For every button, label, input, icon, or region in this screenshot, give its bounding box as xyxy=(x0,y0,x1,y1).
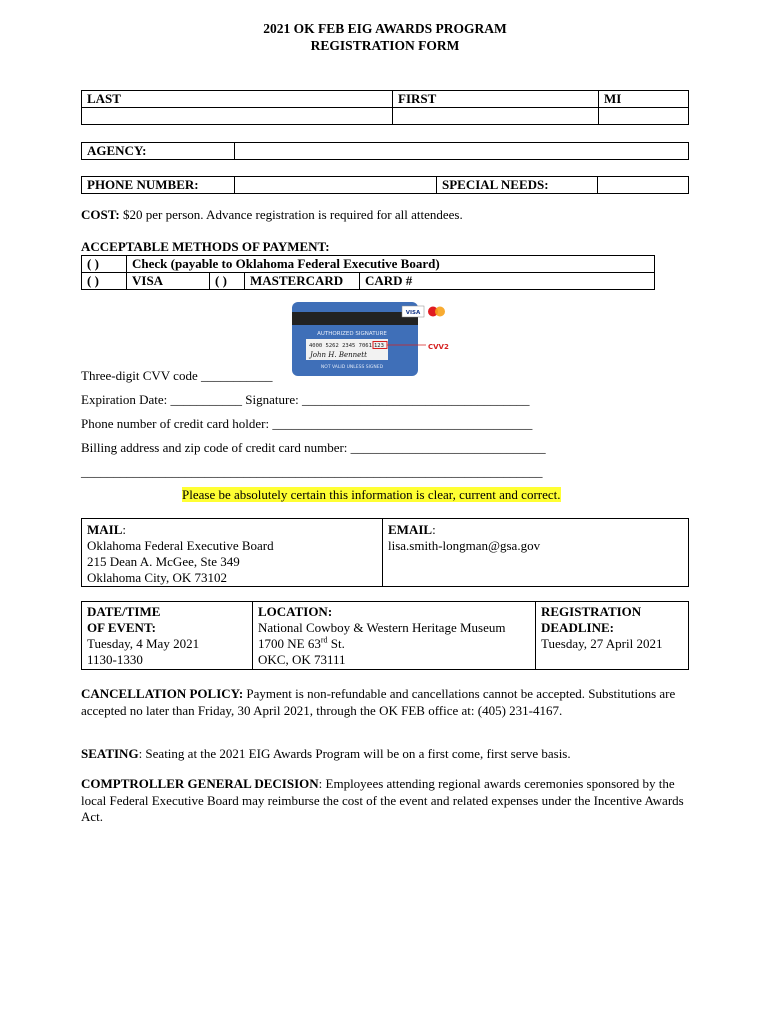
first-name-field[interactable] xyxy=(393,108,599,125)
deadline-label1: REGISTRATION xyxy=(541,604,642,619)
cvv2-label: CVV2 xyxy=(428,343,449,351)
seating-text: : Seating at the 2021 EIG Awards Program will be on a first come, first serve basis. xyxy=(138,746,571,761)
comptroller-label: COMPTROLLER GENERAL DECISION xyxy=(81,776,319,791)
event-time: 1130-1330 xyxy=(87,652,143,667)
contact-table xyxy=(81,518,689,587)
mastercard-option: MASTERCARD xyxy=(245,273,360,290)
address-number: 1700 NE 63 xyxy=(258,636,321,651)
location-address xyxy=(258,636,345,651)
card-number-field[interactable]: CARD # xyxy=(360,273,655,290)
event-date: Tuesday, 4 May 2021 xyxy=(87,636,200,651)
mail-label: MAIL xyxy=(87,522,123,537)
agency-label: AGENCY: xyxy=(82,143,235,160)
deadline-label2: DEADLINE: xyxy=(541,620,614,635)
payment-table xyxy=(81,255,655,290)
location-name: National Cowboy & Western Heritage Museum xyxy=(258,620,506,635)
deadline-cell xyxy=(536,602,689,670)
datetime-label2: OF EVENT: xyxy=(87,620,156,635)
special-needs-field[interactable] xyxy=(598,177,689,194)
address-suffix: rd xyxy=(320,635,328,645)
card-magstripe xyxy=(292,312,418,325)
location-label: LOCATION: xyxy=(258,604,333,619)
card-small-text: NOT VALID UNLESS SIGNED xyxy=(320,365,384,370)
cvv-line[interactable]: Three-digit CVV code ___________ xyxy=(81,368,273,383)
cost-line xyxy=(81,207,463,223)
cost-text: $20 per person. Advance registration is required for all attendees. xyxy=(123,207,463,222)
email-label: EMAIL xyxy=(388,522,433,537)
billing-address-line-2[interactable]: _______________________________________________________________________ xyxy=(81,464,543,479)
email-address[interactable]: lisa.smith-longman@gsa.gov xyxy=(388,538,541,553)
visa-checkbox[interactable]: ( ) xyxy=(82,273,127,290)
last-label: LAST xyxy=(82,91,393,108)
expiration-signature-line[interactable]: Expiration Date: ___________ Signature: ___________________________________ xyxy=(81,392,530,407)
email-cell: EMAIL: lisa.smith-longman@gsa.gov xyxy=(383,519,689,587)
mail-line2: 215 Dean A. McGee, Ste 349 xyxy=(87,554,240,569)
deadline-date: Tuesday, 27 April 2021 xyxy=(541,636,663,651)
datetime-label1: DATE/TIME xyxy=(87,604,161,619)
mastercard-checkbox[interactable]: ( ) xyxy=(210,273,245,290)
event-table xyxy=(81,601,689,670)
first-label: FIRST xyxy=(393,91,599,108)
cvv-digits: 123 xyxy=(374,343,384,349)
billing-address-line[interactable]: Billing address and zip code of credit card number: ______________________________ xyxy=(81,440,546,455)
last-name-field[interactable] xyxy=(82,108,393,125)
form-title: 2021 OK FEB EIG AWARDS PROGRAM xyxy=(263,21,507,36)
form-subtitle: REGISTRATION FORM xyxy=(310,38,460,53)
check-option: Check (payable to Oklahoma Federal Executive Board) xyxy=(127,256,655,273)
agency-table xyxy=(81,142,689,160)
mail-line3: Oklahoma City, OK 73102 xyxy=(87,570,227,585)
comptroller-text: : Employees attending regional awards ceremonies sponsored by the local Federal Executive Board may reimburse the cost of the event and related expenses under the Incentive Awards Act. xyxy=(81,776,684,824)
check-checkbox[interactable]: ( ) xyxy=(82,256,127,273)
notice-text xyxy=(182,487,561,503)
cost-label: COST: xyxy=(81,207,120,222)
mi-field[interactable] xyxy=(599,108,689,125)
comptroller-decision xyxy=(81,776,691,826)
card-number-text: 4000 5262 2345 7061 xyxy=(309,343,372,349)
special-needs-label: SPECIAL NEEDS: xyxy=(437,177,598,194)
mastercard-logo-icon-2 xyxy=(435,307,445,317)
mi-label: MI xyxy=(599,91,689,108)
seating-policy xyxy=(81,746,691,763)
phone-table xyxy=(81,176,689,194)
mail-cell: MAIL: Oklahoma Federal Executive Board 215 Dean A. McGee, Ste 349 Oklahoma City, OK 73102 xyxy=(82,519,383,587)
visa-option: VISA xyxy=(127,273,210,290)
datetime-cell xyxy=(82,602,253,670)
holder-phone-line[interactable]: Phone number of credit card holder: ________________________________________ xyxy=(81,416,533,431)
notice-highlight: Please be absolutely certain this information is clear, current and correct. xyxy=(182,487,561,502)
address-street: St. xyxy=(327,636,345,651)
location-city: OKC, OK 73111 xyxy=(258,652,346,667)
cancellation-policy xyxy=(81,686,691,719)
credit-card-back-image xyxy=(290,300,455,380)
cancellation-text: Payment is non-refundable and cancellations cannot be accepted. Substitutions are accepted no later than Friday, 30 April 2021, through the OK FEB office at: (405) 231-4167. xyxy=(81,686,676,718)
phone-label: PHONE NUMBER: xyxy=(82,177,235,194)
mail-line1: Oklahoma Federal Executive Board xyxy=(87,538,274,553)
cancellation-label: CANCELLATION POLICY: xyxy=(81,686,244,701)
card-signature: John H. Bennett xyxy=(310,351,367,359)
name-table xyxy=(81,90,689,125)
payment-heading: ACCEPTABLE METHODS OF PAYMENT: xyxy=(81,239,330,254)
phone-field[interactable] xyxy=(235,177,437,194)
location-cell xyxy=(253,602,536,670)
agency-field[interactable] xyxy=(235,143,689,160)
visa-logo-text: VISA xyxy=(405,310,421,316)
seating-label: SEATING xyxy=(81,746,139,761)
card-auth-text: AUTHORIZED SIGNATURE xyxy=(317,331,387,337)
